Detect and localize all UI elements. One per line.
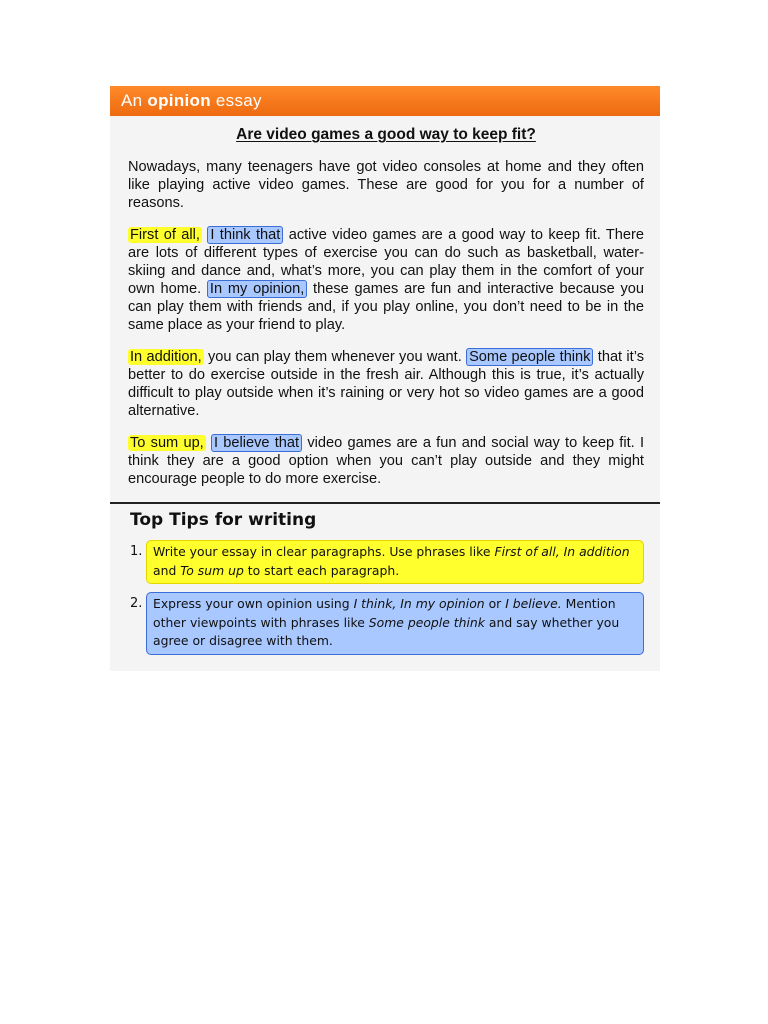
tip-1-box bbox=[146, 540, 644, 584]
tips-title: Top Tips for writing bbox=[130, 510, 317, 530]
highlight-some-people-think: Some people think bbox=[466, 348, 593, 366]
worksheet bbox=[110, 86, 660, 671]
tip-1 bbox=[130, 540, 644, 584]
paragraph-2-text-a: active video games are a good way to keep fit. There are lots of different types of exercise you can do such as basketball, water-skiing and dance and, what’s more, you can play them in the comfort of your own home. bbox=[128, 227, 644, 297]
highlight-i-think-that: I think that bbox=[207, 226, 283, 244]
tip-2-text-b: or bbox=[484, 596, 506, 611]
essay-paragraph-3 bbox=[128, 348, 644, 420]
tip-2-number: 2. bbox=[130, 596, 143, 611]
tips-section bbox=[110, 504, 660, 671]
essay-paragraph-4 bbox=[128, 434, 644, 488]
tip-1-text-c: to start each paragraph. bbox=[243, 562, 400, 578]
highlight-i-believe-that: I believe that bbox=[211, 434, 302, 452]
paragraph-2-text-b: these games are fun and interactive because you can play them with friends and, if you play online, you don’t need to be in the same place as your friend to play. bbox=[128, 281, 645, 333]
tip-2-italic-a: I think, In my opinion bbox=[353, 596, 485, 611]
header-bar bbox=[110, 86, 660, 116]
essay-paragraph-2 bbox=[128, 226, 644, 334]
paragraph-3-text-a: you can play them whenever you want. bbox=[203, 349, 467, 365]
highlight-first-of-all: First of all, bbox=[130, 227, 200, 243]
highlight-to-sum-up: To sum up, bbox=[130, 435, 204, 451]
tip-2-text-a: Express your own opinion using bbox=[153, 596, 354, 611]
tip-2-box bbox=[146, 592, 644, 655]
tip-1-number: 1. bbox=[130, 544, 143, 559]
tip-2 bbox=[130, 592, 644, 655]
tip-1-text-a: Write your essay in clear paragraphs. Use phrases like bbox=[153, 544, 495, 559]
tip-2-text-c: Mention other viewpoints with phrases like bbox=[153, 596, 616, 630]
tip-2-italic-c: Some people think bbox=[368, 614, 485, 630]
tip-1-italic-a: First of all, In addition bbox=[494, 544, 630, 559]
highlight-in-addition: In addition, bbox=[130, 349, 202, 365]
header-suffix: essay bbox=[210, 91, 262, 110]
header-prefix: An bbox=[121, 91, 148, 110]
paragraph-3-text-b: that it’s better to do exercise outside in the fresh air. Although this is true, it’s actually difficult to play outside when it’s raining or very hot so video games are a good alternative. bbox=[128, 349, 644, 419]
tip-1-italic-b: To sum up bbox=[180, 562, 244, 578]
essay-paragraph-1: Nowadays, many teenagers have got video consoles at home and they often like playing active video games. These are good for you for a number of reasons. bbox=[128, 159, 644, 211]
essay-title: Are video games a good way to keep fit? bbox=[236, 126, 536, 143]
tip-1-text-b: and bbox=[153, 562, 181, 578]
highlight-in-my-opinion: In my opinion, bbox=[207, 280, 307, 298]
paragraph-4-text: video games are a fun and social way to keep fit. I think they are a good option when you can’t play outside and they might encourage people to do more exercise. bbox=[128, 435, 644, 487]
header-bold-word: opinion bbox=[147, 91, 211, 110]
tip-2-text-d: and say whether you agree or disagree with them. bbox=[153, 614, 620, 648]
essay-section bbox=[110, 116, 660, 504]
tip-2-italic-b: I believe. bbox=[505, 596, 562, 611]
